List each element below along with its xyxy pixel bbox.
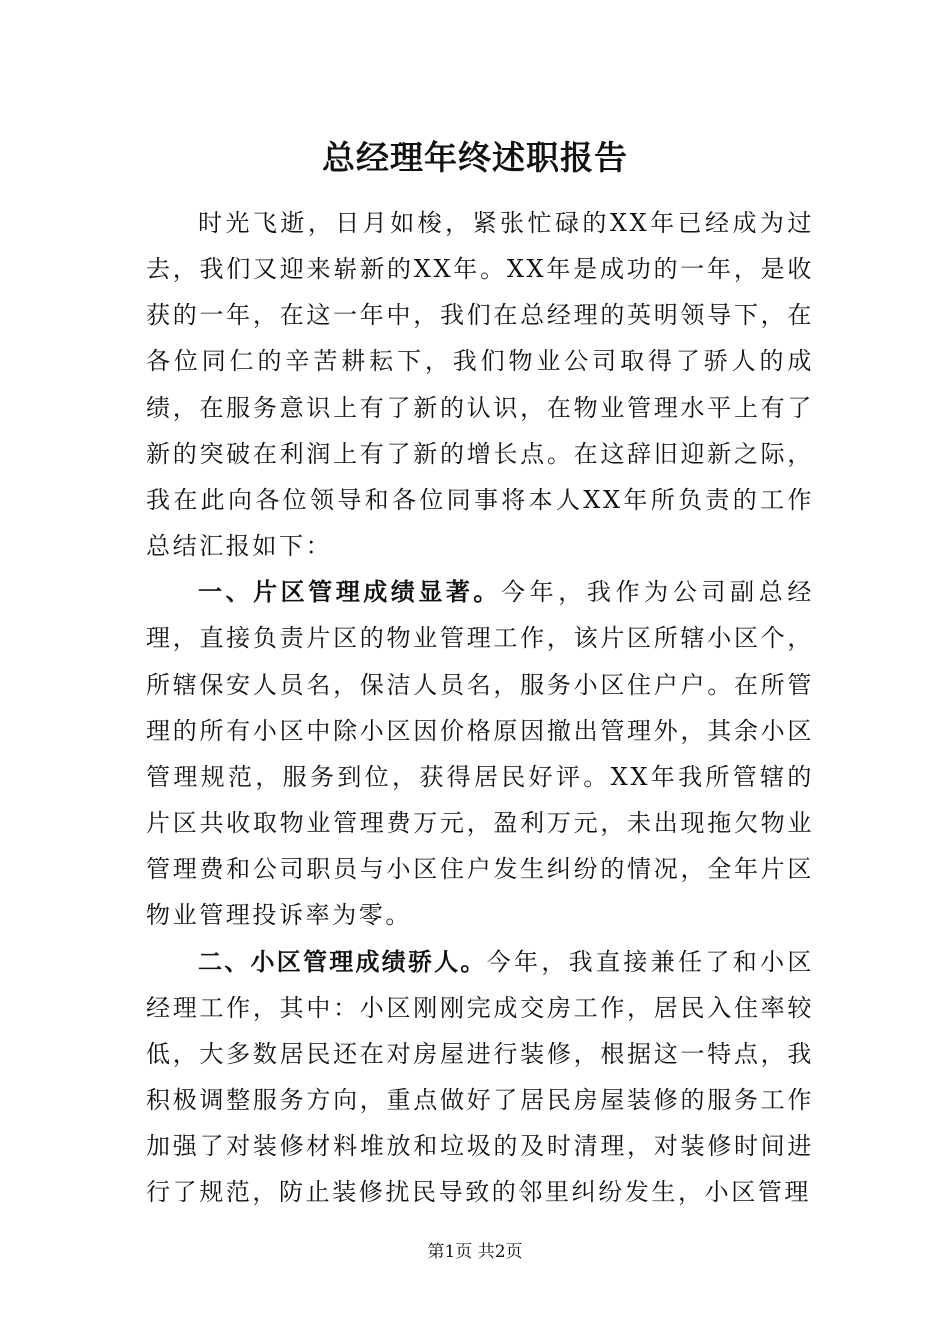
paragraph-section-1 xyxy=(146,569,814,938)
section-heading: 二、小区管理成绩骄人。 xyxy=(198,947,487,976)
paragraph-intro xyxy=(146,200,814,569)
paragraph-text: 时光飞逝，日月如梭，紧张忙碌的XX年已经成为过去，我们又迎来崭新的XX年。XX年是成功的一年，是收获的一年，在这一年中，我们在总经理的英明领导下，在各位同仁的辛苦耕耘下，我们物业公司取得了骄人的成绩，在服务意识上有了新的认识，在物业管理水平上有了新的突破在利润上有了新的增长点。在这辞旧迎新之际，我在此向各位领导和各位同事将本人XX年所负责的工作总结汇报如下： xyxy=(146,209,814,561)
paragraph-section-2 xyxy=(146,939,814,1216)
document-title: 总经理年终述职报告 xyxy=(322,138,628,177)
document-body xyxy=(146,200,814,1215)
section-heading: 一、片区管理成绩显著。 xyxy=(198,578,501,607)
page-footer: 第1页 共2页 xyxy=(427,1242,523,1262)
paragraph-text: 今年，我作为公司副总经理，直接负责片区的物业管理工作，该片区所辖小区个，所辖保安人员名，保洁人员名，服务小区住户户。在所管理的所有小区中除小区因价格原因撤出管理外，其余小区管理规范，服务到位，获得居民好评。XX年我所管辖的片区共收取物业管理费万元，盈利万元，未出现拖欠物业管理费和公司职员与小区住户发生纠纷的情况，全年片区物业管理投诉率为零。 xyxy=(146,578,814,930)
paragraph-text: 今年，我直接兼任了和小区经理工作，其中：小区刚刚完成交房工作，居民入住率较低，大多数居民还在对房屋进行装修，根据这一特点，我积极调整服务方向，重点做好了居民房屋装修的服务工作加强了对装修材料堆放和垃圾的及时清理，对装修时间进行了规范，防止装修扰民导致的邻里纠纷发生，小区管理 xyxy=(146,947,815,1207)
